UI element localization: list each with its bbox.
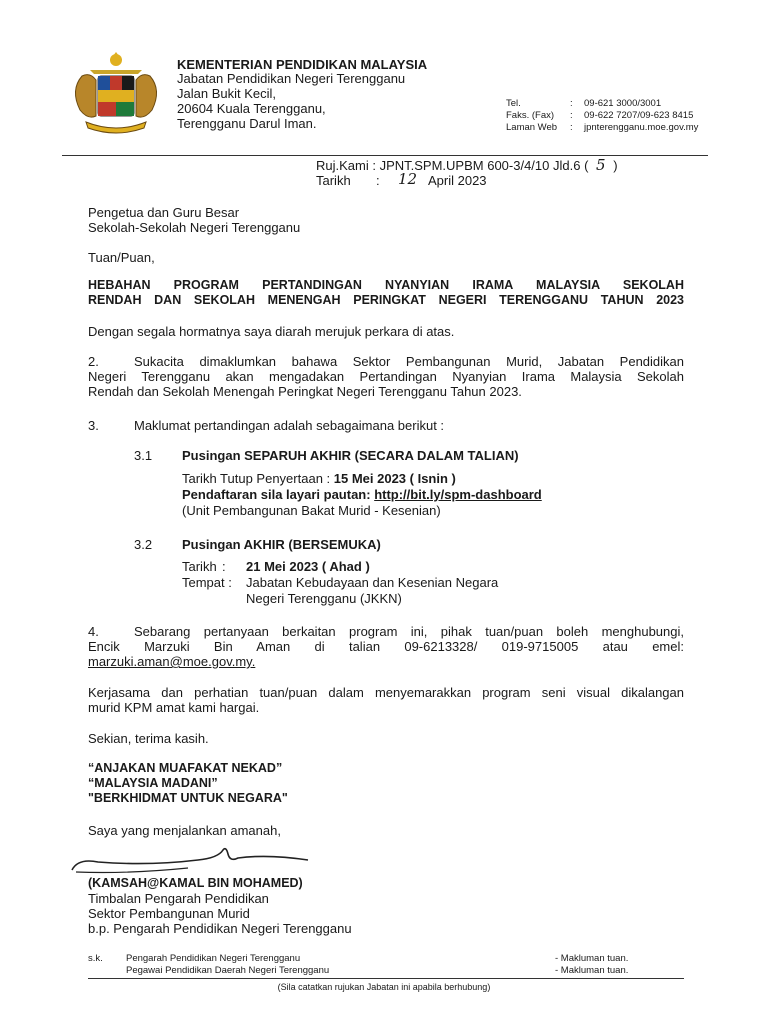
section32-number: 3.2 xyxy=(134,537,153,552)
address-line: Jabatan Pendidikan Negeri Terengganu xyxy=(177,71,406,86)
date-value: April 2023 xyxy=(428,173,487,188)
venue-line: Negeri Terengganu (JKKN) xyxy=(246,591,402,606)
thanks-line: Sekian, terima kasih. xyxy=(88,731,209,746)
trust-line: Saya yang menjalankan amanah, xyxy=(88,823,281,838)
cc-item-note: - Makluman tuan. xyxy=(555,953,629,964)
ruj-value: JPNT.SPM.UPBM 600-3/4/10 Jld.6 ( xyxy=(379,158,589,173)
signatory-title: Timbalan Pengarah Pendidikan xyxy=(88,891,269,906)
contact-label-tel: Tel. xyxy=(506,98,521,109)
para4-number: 4. xyxy=(88,624,99,639)
unit-line: (Unit Pembangunan Bakat Murid - Kesenian) xyxy=(182,503,441,518)
cc-item-note: - Makluman tuan. xyxy=(555,965,629,976)
para3-text: Maklumat pertandingan adalah sebagaimana berikut : xyxy=(134,418,445,433)
address-line: 20604 Kuala Terengganu, xyxy=(177,101,326,116)
contact-email-link[interactable]: marzuki.aman@moe.gov.my. xyxy=(88,654,256,669)
signatory-title: Sektor Pembangunan Murid xyxy=(88,906,250,921)
section32-heading-bold: Pusingan xyxy=(182,537,241,552)
recipient-line: Pengetua dan Guru Besar xyxy=(88,205,240,220)
registration-label: Pendaftaran sila layari pautan: xyxy=(182,487,375,502)
intro-paragraph: Dengan segala hormatnya saya diarah merujuk perkara di atas. xyxy=(88,324,455,339)
address-line: Jalan Bukit Kecil, xyxy=(177,86,276,101)
reference-number xyxy=(316,157,618,174)
ruj-close: ) xyxy=(613,158,618,173)
para2-line: Sukacita dimaklumkan bahawa Sektor Pembangunan Murid, Jabatan Pendidikan xyxy=(134,354,684,369)
para3-number: 3. xyxy=(88,418,99,433)
section31-heading xyxy=(182,448,519,464)
contact-value-web: jpnterengganu.moe.gov.my xyxy=(584,122,699,133)
letterhead-divider xyxy=(62,155,708,156)
subject-line: RENDAH DAN SEKOLAH MENENGAH PERINGKAT NEGERI TERENGGANU TAHUN 2023 xyxy=(88,293,684,307)
date-label: Tarikh xyxy=(316,173,351,188)
date-handwritten: 12 xyxy=(398,170,418,188)
motto-line: “ANJAKAN MUAFAKAT NEKAD” xyxy=(88,761,283,775)
recipient-line: Sekolah-Sekolah Negeri Terengganu xyxy=(88,220,301,235)
ruj-label: Ruj.Kami : xyxy=(316,158,376,173)
ministry-name: KEMENTERIAN PENDIDIKAN MALAYSIA xyxy=(177,57,428,72)
section32-heading-rest: AKHIR (BERSEMUKA) xyxy=(240,537,381,552)
footer-divider xyxy=(88,978,684,979)
date-sep: : xyxy=(376,173,380,188)
signature-image xyxy=(68,840,318,880)
final-date-label: Tarikh xyxy=(182,559,217,574)
address-line: Terengganu Darul Iman. xyxy=(177,116,317,131)
final-date-sep: : xyxy=(222,559,226,574)
contact-sep: : xyxy=(570,122,573,133)
closing-line: murid KPM amat kami hargai. xyxy=(88,700,260,715)
venue-line: Jabatan Kebudayaan dan Kesenian Negara xyxy=(246,575,499,590)
contact-sep: : xyxy=(570,110,573,121)
salutation: Tuan/Puan, xyxy=(88,250,155,265)
section32-heading xyxy=(182,537,381,553)
signatory-name: (KAMSAH@KAMAL BIN MOHAMED) xyxy=(88,876,303,890)
footer-note: (Sila catatkan rujukan Jabatan ini apabila berhubung) xyxy=(277,982,491,992)
cc-item-name: Pengarah Pendidikan Negeri Terengganu xyxy=(126,953,301,964)
final-date-value: 21 Mei 2023 ( Ahad ) xyxy=(246,559,370,574)
closing-date-value: 15 Mei 2023 ( Isnin ) xyxy=(333,471,456,486)
closing-line: Kerjasama dan perhatian tuan/puan dalam menyemarakkan program seni visual dikalangan xyxy=(88,685,684,700)
closing-date-label: Tarikh Tutup Penyertaan : xyxy=(182,471,334,486)
cc-label: s.k. xyxy=(88,953,103,964)
subject-line: HEBAHAN PROGRAM PERTANDINGAN NYANYIAN IRAMA MALAYSIA SEKOLAH xyxy=(88,278,684,292)
para2-line: Rendah dan Sekolah Menengah Peringkat Negeri Terengganu Tahun 2023. xyxy=(88,384,522,399)
contact-label-web: Laman Web xyxy=(506,122,558,133)
motto-line: "BERKHIDMAT UNTUK NEGARA" xyxy=(88,791,288,805)
closing-date-line xyxy=(182,471,456,487)
section31-heading-rest: SEPARUH AKHIR (SECARA DALAM TALIAN) xyxy=(240,448,519,463)
registration-link[interactable]: http://bit.ly/spm-dashboard xyxy=(374,487,542,502)
contact-label-fax: Faks. (Fax) xyxy=(506,110,555,121)
contact-value-tel: 09-621 3000/3001 xyxy=(584,98,662,109)
registration-line xyxy=(182,487,542,503)
para4-line: Sebarang pertanyaan berkaitan program ini, pihak tuan/puan boleh menghubungi, xyxy=(134,624,684,639)
venue-label: Tempat : xyxy=(182,575,232,590)
motto-line: “MALAYSIA MADANI” xyxy=(88,776,218,790)
section31-number: 3.1 xyxy=(134,448,153,463)
signatory-title: b.p. Pengarah Pendidikan Negeri Terengganu xyxy=(88,921,352,936)
para2-number: 2. xyxy=(88,354,99,369)
contact-sep: : xyxy=(570,98,573,109)
section31-heading-bold: Pusingan xyxy=(182,448,241,463)
contact-value-fax: 09-622 7207/09-623 8415 xyxy=(584,110,694,121)
para4-line: Encik Marzuki Bin Aman di talian 09-6213328/ 019-9715005 atau emel: xyxy=(88,639,684,654)
para2-line: Negeri Terengganu akan mengadakan Pertandingan Nyanyian Irama Malaysia Sekolah xyxy=(88,369,684,384)
coat-of-arms-logo xyxy=(60,50,172,136)
cc-item-name: Pegawai Pendidikan Daerah Negeri Terengganu xyxy=(126,965,330,976)
ruj-handwritten: 5 xyxy=(596,156,606,174)
